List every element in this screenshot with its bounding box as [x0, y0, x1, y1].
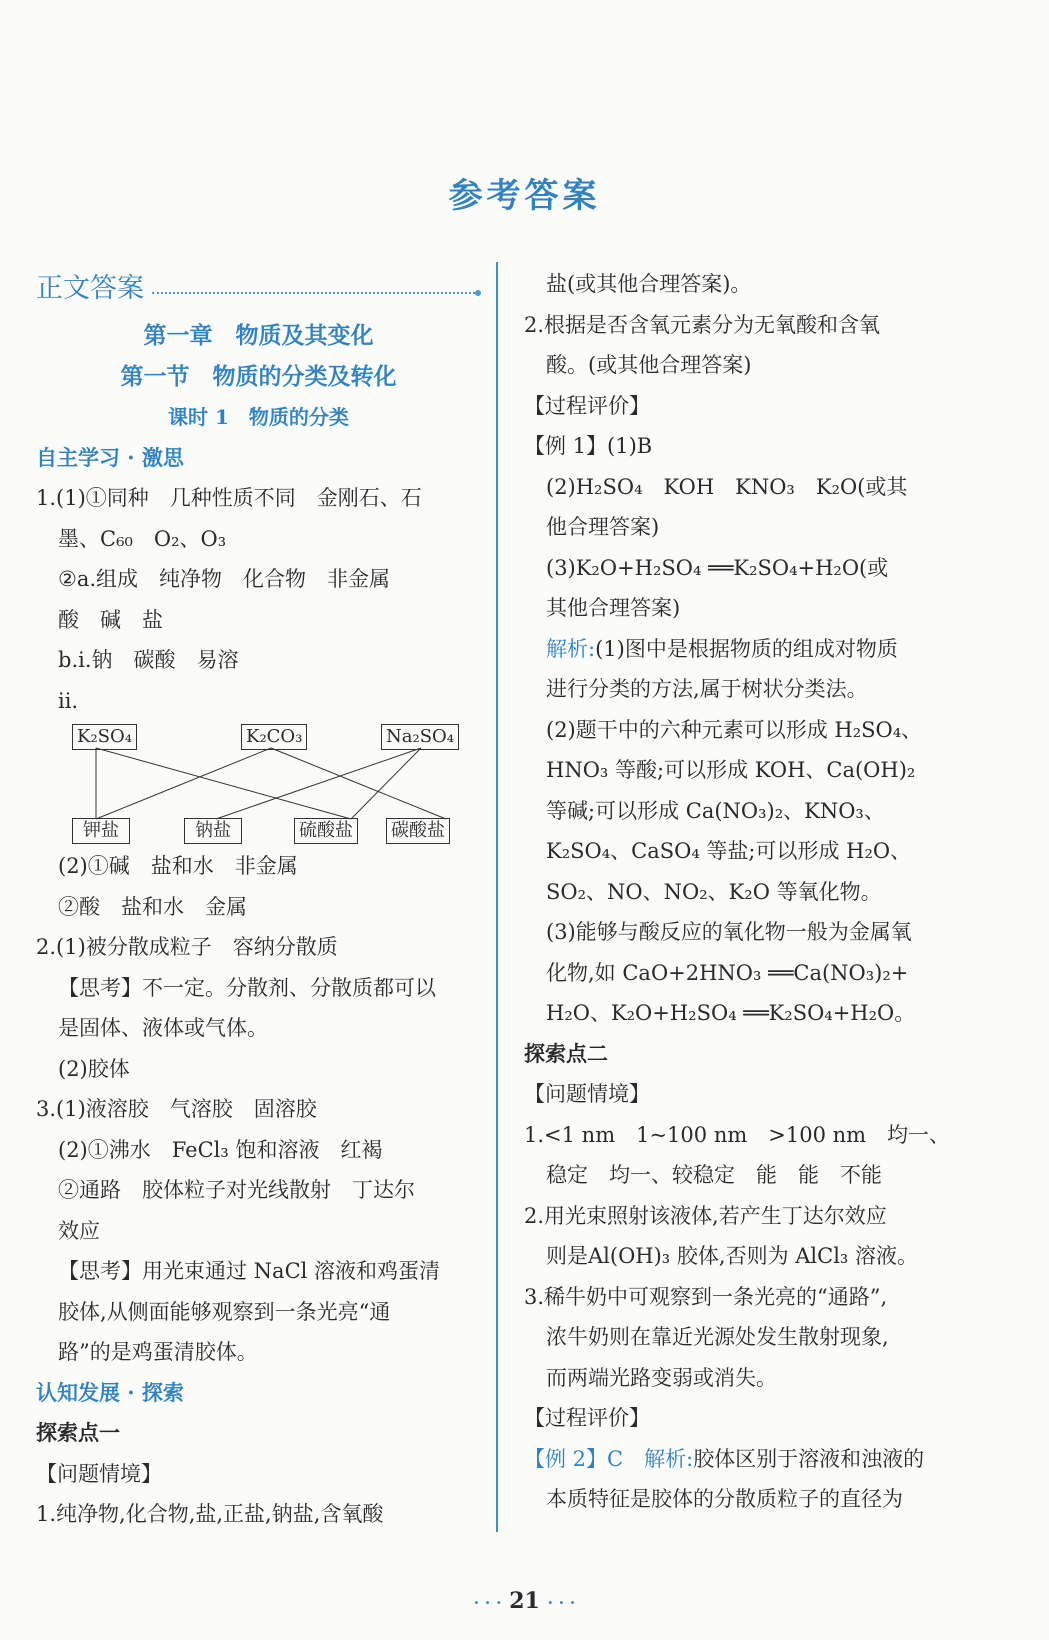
left-line: [36, 1494, 481, 1535]
left-text: 胶体,从侧面能够观察到一条光亮“通: [58, 1299, 391, 1324]
right-text: (3)能够与酸反应的氧化物一般为金属氧: [546, 920, 912, 944]
left-line: [36, 846, 481, 887]
left-line: [36, 1089, 481, 1130]
left-line: [36, 640, 481, 681]
right-text: 胶体区别于溶液和浊液的: [693, 1446, 925, 1471]
section-header-text: 正文答案: [36, 272, 144, 304]
right-text: (1)图中是根据物质的组成对物质: [595, 636, 898, 661]
right-text: 酸。(或其他合理答案): [546, 353, 752, 377]
left-text: (2)①沸水 FeCl₃ 饱和溶液 红褐: [58, 1137, 383, 1162]
left-column: [36, 264, 481, 1535]
left-text: ②酸 盐和水 金属: [58, 894, 247, 919]
right-line: [524, 345, 979, 386]
right-line: [524, 750, 979, 791]
left-text: b.i.钠 碳酸 易溶: [58, 648, 239, 672]
left-text: 路”的是鸡蛋清胶体。: [58, 1340, 258, 1364]
right-line: [524, 629, 979, 670]
left-line: [36, 438, 481, 479]
left-line: [36, 1170, 481, 1211]
analysis-label: 【例 2】C 解析:: [524, 1446, 694, 1471]
left-text: 【思考】用光束通过 NaCl 溶液和鸡蛋清: [58, 1259, 441, 1283]
right-line: [524, 1439, 979, 1480]
right-text: 2.根据是否含氧元素分为无氧酸和含氧: [524, 312, 881, 337]
right-line: [524, 669, 979, 710]
right-column: [524, 264, 979, 1520]
right-line: [524, 467, 979, 508]
chapter-title: 第一章 物质及其变化: [143, 322, 374, 349]
right-line: [524, 953, 979, 994]
analysis-label: 解析:: [546, 636, 596, 661]
left-line: [36, 600, 481, 641]
right-line: [524, 831, 979, 872]
right-line: [524, 1034, 979, 1075]
left-line: [36, 519, 481, 560]
salt-classification-diagram: [36, 721, 456, 846]
right-line: [524, 507, 979, 548]
page-title: 参考答案: [448, 176, 601, 216]
right-text: HNO₃ 等酸;可以形成 KOH、Ca(OH)₂: [546, 758, 916, 782]
left-text: 2.(1)被分散成粒子 容纳分散质: [36, 935, 338, 959]
diagram-box-k2co3: K₂CO₃: [241, 724, 307, 750]
right-text: 浓牛奶则在靠近光源处发生散射现象,: [546, 1325, 889, 1349]
left-text: 是固体、液体或气体。: [58, 1016, 268, 1040]
left-text: 酸 碱 盐: [58, 607, 163, 632]
diagram-box-carbonate: 碳酸盐: [386, 818, 450, 844]
left-line: [36, 1049, 481, 1090]
right-text: 而两端光路变弱或消失。: [546, 1365, 777, 1390]
right-text: 【问题情境】: [524, 1082, 650, 1106]
right-line: [524, 1155, 979, 1196]
page-number: [0, 1588, 1049, 1614]
diagram-box-k2so4: K₂SO₄: [72, 724, 137, 750]
right-lines: [524, 264, 979, 1520]
right-line: [524, 912, 979, 953]
right-line: [524, 1236, 979, 1277]
diagram-box-sodium-salt: 钠盐: [184, 818, 242, 844]
right-text: 【例 1】(1)B: [524, 434, 653, 458]
left-text: (2)胶体: [58, 1056, 130, 1081]
right-line: [524, 791, 979, 832]
right-line: [524, 1317, 979, 1358]
right-text: 本质特征是胶体的分散质粒子的直径为: [546, 1487, 903, 1511]
right-line: [524, 305, 979, 346]
section-title: 第一节 物质的分类及转化: [120, 362, 397, 390]
left-text: ii.: [58, 688, 79, 713]
left-text: 效应: [58, 1218, 100, 1243]
right-text: 2.用光束照射该液体,若产生丁达尔效应: [524, 1203, 887, 1228]
right-text: K₂SO₄、CaSO₄ 等盐;可以形成 H₂O、: [546, 839, 912, 863]
header-dotted-rule: [152, 292, 475, 294]
lesson-title: 课时 1 物质的分类: [168, 405, 349, 429]
left-text: 3.(1)液溶胶 气溶胶 固溶胶: [36, 1097, 317, 1121]
right-text: 化物,如 CaO+2HNO₃ ══Ca(NO₃)₂+: [546, 960, 909, 985]
left-lines-b: [36, 846, 481, 1535]
right-line: [524, 264, 979, 305]
left-line: [36, 1130, 481, 1171]
left-line: [36, 887, 481, 928]
right-line: [524, 872, 979, 913]
left-text: 探索点一: [36, 1420, 120, 1445]
right-text: 稳定 均一、较稳定 能 能 不能: [546, 1163, 882, 1187]
right-text: 【过程评价】: [524, 393, 650, 418]
left-line: [36, 1373, 481, 1414]
right-line: [524, 588, 979, 629]
right-text: (2)H₂SO₄ KOH KNO₃ K₂O(或其: [546, 474, 908, 499]
left-text: (2)①碱 盐和水 非金属: [58, 854, 298, 878]
left-line: [36, 559, 481, 600]
left-lines-a: [36, 438, 481, 722]
right-line: [524, 426, 979, 467]
diagram-box-na2so4: Na₂SO₄: [381, 724, 459, 750]
header-end-dot: [475, 290, 481, 296]
right-text: 其他合理答案): [546, 596, 681, 620]
left-line: [36, 1251, 481, 1292]
left-line: [36, 1008, 481, 1049]
right-line: [524, 1196, 979, 1237]
right-text: 盐(或其他合理答案)。: [546, 272, 752, 296]
left-line: [36, 1211, 481, 1252]
page-number-dots-right: · · ·: [547, 1593, 576, 1612]
left-line: [36, 1454, 481, 1495]
page-number-dots-left: · · ·: [473, 1593, 502, 1612]
left-text: ②通路 胶体粒子对光线散射 丁达尔: [58, 1178, 415, 1202]
right-text: H₂O、K₂O+H₂SO₄ ══K₂SO₄+H₂O。: [546, 1001, 916, 1025]
left-line: [36, 681, 481, 722]
right-text: (2)题干中的六种元素可以形成 H₂SO₄、: [546, 717, 923, 742]
right-text: 则是Al(OH)₃ 胶体,否则为 AlCl₃ 溶液。: [546, 1244, 919, 1268]
left-line: [36, 1292, 481, 1333]
left-text: 认知发展 · 探索: [36, 1379, 184, 1405]
right-line: [524, 1115, 979, 1156]
left-text: 【问题情境】: [36, 1461, 162, 1486]
right-line: [524, 1479, 979, 1520]
right-text: 探索点二: [524, 1040, 608, 1066]
right-text: 【过程评价】: [524, 1406, 650, 1430]
left-text: 1.纯净物,化合物,盐,正盐,钠盐,含氧酸: [36, 1502, 384, 1526]
right-line: [524, 1398, 979, 1439]
right-text: (3)K₂O+H₂SO₄ ══K₂SO₄+H₂O(或: [546, 555, 889, 580]
left-text: 墨、C₆₀ O₂、O₃: [58, 526, 227, 551]
right-text: 等碱;可以形成 Ca(NO₃)₂、KNO₃、: [546, 798, 885, 823]
left-line: [36, 968, 481, 1009]
right-line: [524, 710, 979, 751]
left-text: 1.(1)①同种 几种性质不同 金刚石、石: [36, 486, 422, 510]
right-text: 他合理答案): [546, 515, 660, 539]
right-text: 1.<1 nm 1~100 nm >100 nm 均一、: [524, 1122, 951, 1147]
left-text: 自主学习 · 激思: [36, 444, 184, 470]
left-line: [36, 1332, 481, 1373]
left-line: [36, 927, 481, 968]
right-line: [524, 1277, 979, 1318]
right-text: 3.稀牛奶中可观察到一条光亮的“通路”,: [524, 1284, 888, 1309]
right-line: [524, 1074, 979, 1115]
right-line: [524, 993, 979, 1034]
right-text: 进行分类的方法,属于树状分类法。: [546, 677, 868, 701]
page-number-value: 21: [509, 1588, 540, 1614]
diagram-box-sulfate: 硫酸盐: [294, 818, 358, 844]
column-divider: [496, 262, 498, 1532]
left-text: 【思考】不一定。分散剂、分散质都可以: [58, 975, 436, 1000]
diagram-box-potassium-salt: 钾盐: [72, 818, 130, 844]
right-line: [524, 1358, 979, 1399]
left-text: ②a.组成 纯净物 化合物 非金属: [58, 567, 391, 591]
right-line: [524, 386, 979, 427]
left-line: [36, 478, 481, 519]
section-header: [36, 264, 481, 314]
right-line: [524, 548, 979, 589]
right-text: SO₂、NO、NO₂、K₂O 等氧化物。: [546, 879, 882, 904]
left-line: [36, 1413, 481, 1454]
